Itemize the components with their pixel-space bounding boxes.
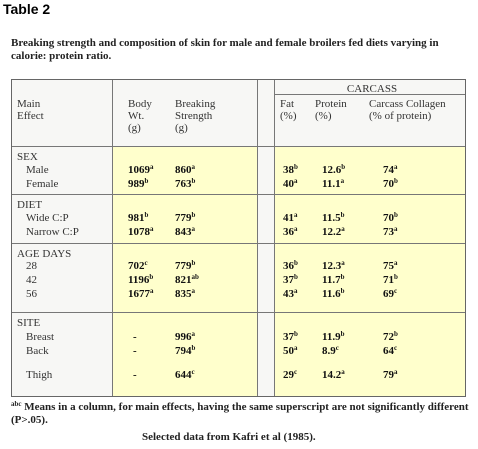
header-carcass: CARCASS (346, 83, 398, 95)
breaking-strength-cell (175, 369, 195, 381)
fat-cell (283, 369, 297, 381)
breaking-strength-cell (175, 345, 195, 357)
body-wt-cell-value: 702 (128, 260, 145, 272)
body-wt-cell-superscript: a (150, 287, 154, 295)
collagen-cell-superscript: b (394, 273, 398, 281)
breaking-strength-cell-value: 644 (175, 369, 192, 381)
protein-cell-value: 12.2 (322, 226, 342, 238)
footnote-text: Means in a column, for main effects, having the same superscript are not significantly different (P>.05). (11, 401, 469, 426)
body-wt-cell-superscript: b (144, 211, 149, 219)
breaking-strength-cell-value: 779 (175, 260, 192, 272)
breaking-strength-cell (175, 178, 195, 190)
protein-cell-value: 11.5 (322, 212, 341, 224)
collagen-cell (383, 345, 397, 357)
row-label: Thigh (26, 369, 53, 381)
row-label: 56 (26, 288, 37, 300)
breaking-strength-cell-superscript: b (191, 344, 196, 352)
body-wt-cell (128, 288, 154, 300)
body-wt-cell-superscript: b (144, 177, 149, 185)
body-wt-cell (133, 369, 137, 381)
collagen-cell-superscript: c (394, 287, 398, 295)
breaking-strength-cell-superscript: b (191, 211, 196, 219)
row-label: Breast (26, 331, 55, 343)
collagen-cell (383, 331, 398, 343)
fat-cell (283, 331, 298, 343)
breaking-strength-cell (175, 260, 195, 272)
protein-cell (322, 212, 345, 224)
row-label: Female (26, 178, 59, 190)
collagen-cell-value: 69 (383, 288, 394, 300)
collagen-cell-value: 79 (383, 369, 394, 381)
column-rule (274, 80, 275, 396)
breaking-strength-cell-superscript: b (191, 259, 196, 267)
row-rule (12, 312, 465, 313)
fat-cell (283, 178, 298, 190)
fat-cell-superscript: b (294, 163, 298, 171)
fat-cell-value: 50 (283, 345, 294, 357)
protein-cell (322, 226, 345, 238)
body-wt-cell-value: 1069 (128, 164, 150, 176)
collagen-cell-value: 70 (383, 178, 394, 190)
row-rule (12, 194, 465, 195)
breaking-strength-cell (175, 331, 195, 343)
fat-cell-superscript: c (294, 368, 298, 376)
breaking-strength-cell (175, 164, 195, 176)
breaking-strength-cell (175, 274, 199, 286)
body-wt-cell-value: 1196 (128, 274, 150, 286)
header-main-effect: Main Effect (17, 98, 44, 122)
protein-cell-superscript: a (340, 177, 345, 185)
fat-cell (283, 212, 298, 224)
header-fat: Fat (%) (280, 98, 297, 122)
fat-cell-value: 40 (283, 178, 294, 190)
protein-cell-superscript: c (335, 344, 339, 352)
collagen-cell-value: 71 (383, 274, 394, 286)
breaking-strength-cell-value: 843 (175, 226, 192, 238)
data-table (11, 79, 466, 397)
breaking-strength-cell-value: 860 (175, 164, 192, 176)
footnote-superscript: abc (11, 400, 22, 408)
row-label: Back (26, 345, 49, 357)
body-wt-cell-value: - (133, 369, 137, 381)
fat-cell-superscript: a (294, 177, 298, 185)
breaking-strength-cell-value: 996 (175, 331, 192, 343)
breaking-strength-cell-superscript: a (191, 330, 195, 338)
collagen-cell-superscript: a (394, 368, 398, 376)
body-wt-cell (133, 345, 137, 357)
row-label: Narrow C:P (26, 226, 79, 238)
group-title: SEX (17, 151, 38, 163)
group-title: DIET (17, 199, 43, 211)
collagen-cell-superscript: c (394, 344, 398, 352)
column-rule (257, 80, 258, 396)
column-rule (112, 80, 113, 396)
breaking-strength-cell-value: 794 (175, 345, 192, 357)
breaking-strength-cell-superscript: a (191, 287, 195, 295)
fat-cell-superscript: b (294, 259, 298, 267)
body-wt-cell-value: 1078 (128, 226, 150, 238)
table-caption: Breaking strength and composition of skin for male and female broilers fed diets varying in calorie: protein ratio. (11, 37, 439, 62)
body-wt-cell (128, 260, 148, 272)
breaking-strength-cell (175, 226, 195, 238)
breaking-strength-cell-superscript: c (191, 368, 195, 376)
fat-cell-value: 41 (283, 212, 294, 224)
body-wt-cell-value: - (133, 345, 137, 357)
fat-cell (283, 274, 298, 286)
breaking-strength-cell (175, 288, 195, 300)
collagen-cell (383, 369, 398, 381)
protein-cell (322, 260, 345, 272)
protein-cell-superscript: b (340, 287, 345, 295)
body-wt-cell (128, 164, 154, 176)
group-title: SITE (17, 317, 41, 329)
body-wt-cell-value: 989 (128, 178, 145, 190)
protein-cell-value: 11.9 (322, 331, 341, 343)
fat-cell-value: 36 (283, 260, 294, 272)
fat-cell-superscript: a (294, 211, 298, 219)
group-title: AGE DAYS (17, 248, 72, 260)
body-wt-cell (128, 178, 148, 190)
breaking-strength-cell-superscript: b (191, 177, 196, 185)
fat-cell-superscript: b (294, 330, 298, 338)
fat-cell-value: 38 (283, 164, 294, 176)
protein-cell-superscript: b (340, 330, 345, 338)
breaking-strength-cell (175, 212, 195, 224)
protein-cell (322, 369, 345, 381)
protein-cell-value: 8.9 (322, 345, 336, 357)
collagen-cell-value: 74 (383, 164, 394, 176)
collagen-cell (383, 260, 398, 272)
breaking-strength-cell-superscript: a (191, 163, 195, 171)
row-label: Male (26, 164, 49, 176)
body-wt-cell (128, 274, 153, 286)
breaking-strength-cell-value: 835 (175, 288, 192, 300)
collagen-cell (383, 164, 398, 176)
protein-cell-superscript: a (341, 225, 345, 233)
fat-cell (283, 345, 298, 357)
fat-cell-value: 36 (283, 226, 294, 238)
collagen-cell-superscript: a (394, 225, 398, 233)
row-label: Wide C:P (26, 212, 69, 224)
protein-cell-superscript: a (341, 368, 345, 376)
protein-cell (322, 178, 344, 190)
collagen-cell (383, 226, 398, 238)
body-wt-cell-value: 981 (128, 212, 145, 224)
table-heading: Table 2 (3, 1, 51, 17)
footnote (11, 401, 471, 427)
row-label: 42 (26, 274, 37, 286)
body-wt-cell-value: - (133, 331, 137, 343)
protein-cell (322, 164, 345, 176)
protein-cell-superscript: b (341, 163, 346, 171)
fat-cell-superscript: a (294, 287, 298, 295)
protein-cell-superscript: a (341, 259, 345, 267)
collagen-cell-superscript: b (394, 177, 398, 185)
protein-cell-value: 11.1 (322, 178, 341, 190)
collagen-cell-value: 72 (383, 331, 394, 343)
protein-cell (322, 288, 345, 300)
body-wt-cell (128, 226, 154, 238)
protein-cell-value: 12.6 (322, 164, 342, 176)
protein-cell (322, 345, 339, 357)
collagen-cell-value: 70 (383, 212, 394, 224)
body-wt-cell-superscript: a (150, 163, 154, 171)
collagen-cell (383, 288, 397, 300)
collagen-cell-superscript: b (394, 211, 398, 219)
fat-cell (283, 226, 298, 238)
header-protein: Protein (%) (315, 98, 347, 122)
row-rule (12, 146, 465, 147)
collagen-cell (383, 212, 398, 224)
breaking-strength-cell-value: 821 (175, 274, 192, 286)
highlight-right (274, 146, 465, 396)
fat-cell-superscript: b (294, 273, 298, 281)
source-note: Selected data from Kafri et al (1985). (142, 431, 316, 443)
fat-cell-value: 43 (283, 288, 294, 300)
protein-cell-value: 14.2 (322, 369, 342, 381)
collagen-cell (383, 274, 398, 286)
body-wt-cell-value: 1677 (128, 288, 150, 300)
protein-cell (322, 331, 345, 343)
protein-cell-superscript: b (340, 211, 345, 219)
collagen-cell-superscript: a (394, 163, 398, 171)
row-label: 28 (26, 260, 37, 272)
protein-cell (322, 274, 345, 286)
breaking-strength-cell-superscript: ab (191, 273, 199, 281)
breaking-strength-cell-value: 763 (175, 178, 192, 190)
collagen-cell-value: 73 (383, 226, 394, 238)
protein-cell-value: 11.7 (322, 274, 341, 286)
body-wt-cell (128, 212, 148, 224)
protein-cell-superscript: b (340, 273, 345, 281)
protein-cell-value: 12.3 (322, 260, 342, 272)
fat-cell-value: 29 (283, 369, 294, 381)
body-wt-cell-superscript: a (150, 225, 154, 233)
body-wt-cell (133, 331, 137, 343)
collagen-cell-superscript: a (394, 259, 398, 267)
collagen-cell-value: 64 (383, 345, 394, 357)
fat-cell (283, 164, 298, 176)
breaking-strength-cell-value: 779 (175, 212, 192, 224)
fat-cell-value: 37 (283, 331, 294, 343)
header-collagen: Carcass Collagen (% of protein) (369, 98, 446, 122)
fat-cell (283, 288, 298, 300)
fat-cell-superscript: a (294, 344, 298, 352)
collagen-cell (383, 178, 398, 190)
collagen-cell-superscript: b (394, 330, 398, 338)
fat-cell-value: 37 (283, 274, 294, 286)
row-rule (12, 243, 465, 244)
body-wt-cell-superscript: c (144, 259, 148, 267)
body-wt-cell-superscript: b (149, 273, 154, 281)
fat-cell-superscript: a (294, 225, 298, 233)
breaking-strength-cell-superscript: a (191, 225, 195, 233)
collagen-cell-value: 75 (383, 260, 394, 272)
header-body-wt: Body Wt. (g) (128, 98, 152, 134)
fat-cell (283, 260, 298, 272)
header-breaking-strength: Breaking Strength (g) (175, 98, 216, 134)
protein-cell-value: 11.6 (322, 288, 341, 300)
